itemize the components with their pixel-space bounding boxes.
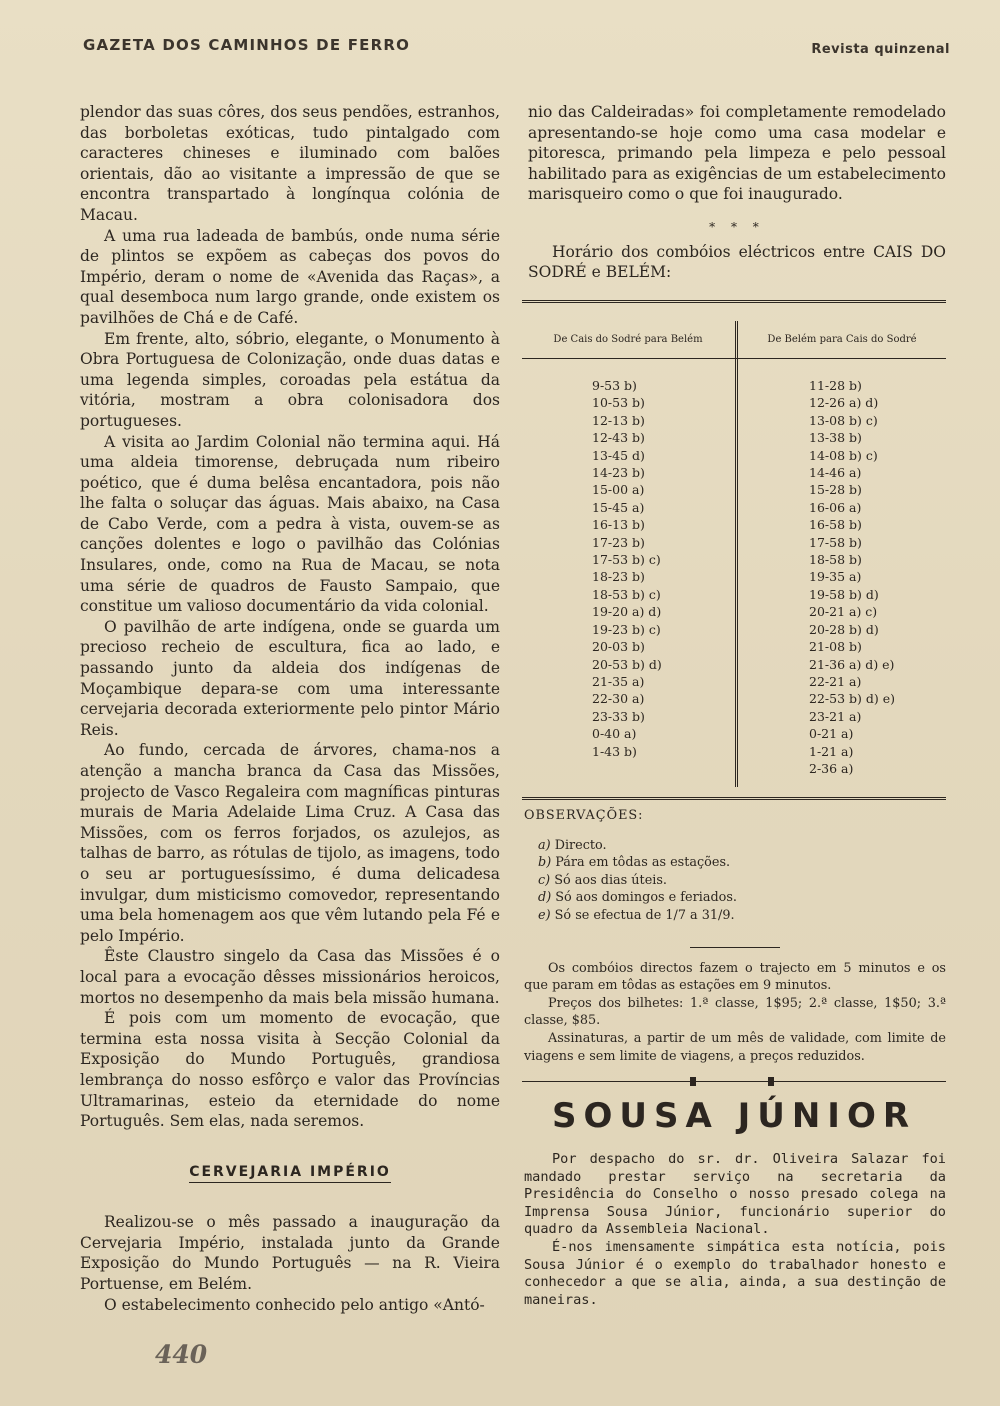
departure-time: 0-21 a) bbox=[809, 726, 854, 742]
paragraph: nio das Caldeiradas» foi completamente remodelado apresentando-se hoje como uma casa modelar e pitoresca, primando pela limpeza e pelo pessoal habilitado para as exigências de um estabelecimento marisqueiro como o que foi inaugurado. bbox=[528, 103, 946, 204]
paragraph: O pavilhão de arte indígena, onde se guarda um precioso recheio de escultura, fica ao lado, e passando junto da aldeia dos indígenas de Moçambique depara-se com uma interessante cervejaria decorada exteriormente pelo pintor Mário Reis. bbox=[80, 617, 500, 739]
departure-time: 14-46 a) bbox=[809, 465, 862, 481]
observation-item bbox=[524, 837, 946, 855]
column-header-right: De Belém para Cais do Sodré bbox=[767, 334, 917, 345]
article-title: SOUSA JÚNIOR bbox=[551, 1096, 917, 1136]
departure-time: 19-58 b) d) bbox=[809, 586, 879, 602]
paragraph: É pois com um momento de evocação, que termina esta nossa visita à Secção Colonial da Exposição do Mundo Português, grandiosa lembrança do nosso esfôrço e valor das Províncias Ultramarinas, esteio da eternidade do nome Português. Sem elas, nada seremos. bbox=[80, 1009, 500, 1131]
article-body bbox=[524, 1151, 946, 1309]
departure-time: 16-06 a) bbox=[809, 499, 862, 515]
paragraph: Por despacho do sr. dr. Oliveira Salazar foi mandado prestar serviço na secretaria da Presidência do Conselho o nosso presado colega na Imprensa Sousa Júnior, funcionário superior do quadro da Assembleia Nacional. bbox=[524, 1151, 946, 1238]
column-header-left: De Cais do Sodré para Belém bbox=[553, 334, 703, 345]
note: Assinaturas, a partir de um mês de validade, com limite de viagens e sem limite de viagens, a preços reduzidos. bbox=[524, 1030, 946, 1064]
right-column bbox=[528, 102, 946, 283]
departure-time: 23-33 b) bbox=[592, 708, 645, 724]
ornamental-divider bbox=[522, 1078, 946, 1086]
departure-time: 1-21 a) bbox=[809, 743, 854, 759]
header-rule bbox=[522, 358, 946, 359]
observation-letter: d) bbox=[538, 890, 552, 906]
paragraph: A visita ao Jardim Colonial não termina aqui. Há uma aldeia timorense, debruçada num ribeiro poético, que é duma belêsa encantadora, pois não lhe falta o soluçar das águas. Mais abaixo, na Casa de Cabo Verde, com a pedra à vista, ouvem-se as canções dolentes e logo o pavilhão das Colónias Insulares, onde, como na Rua de Macau, se nota uma série de quadros de Fausto Sampaio, que constitue um valioso documentário da vida colonial. bbox=[80, 432, 500, 616]
section-separator: * * * bbox=[709, 219, 765, 234]
departure-time: 15-45 a) bbox=[592, 499, 645, 515]
timetable-title: Horário dos combóios eléctricos entre CAIS DO SODRÉ e BELÉM: bbox=[528, 242, 946, 282]
observations-heading: OBSERVAÇÕES: bbox=[524, 808, 644, 823]
departure-time: 22-21 a) bbox=[809, 673, 862, 689]
departure-time: 17-23 b) bbox=[592, 534, 645, 550]
observation-text: Só se efectua de 1/7 a 31/9. bbox=[554, 907, 735, 923]
observation-text: Só aos domingos e feriados. bbox=[555, 890, 737, 906]
observation-text: Pára em tôdas as estações. bbox=[555, 855, 731, 871]
departure-time: 12-43 b) bbox=[592, 430, 645, 446]
observations bbox=[524, 807, 946, 1065]
divider-line bbox=[522, 1081, 946, 1082]
departure-time: 18-58 b) bbox=[809, 552, 862, 568]
paragraph: Ao fundo, cercada de árvores, chama-nos a atenção a mancha branca da Casa das Missões, projecto de Vasco Regaleira com magníficas pinturas murais de Maria Adelaide Lima Cruz. A Casa das Missões, com os ferros forjados, os azulejos, as talhas de barro, as rótulas de tijolo, as imagens, todo o seu ar portuguesíssimo, é duma delicadesa invulgar, dum misticismo comovedor, representando uma bela homenagem aos que vêm lutando pela Fé e pelo Império. bbox=[80, 741, 500, 945]
note: Os combóios directos fazem o trajecto em 5 minutos e os que param em tôdas as estações em 9 minutos. bbox=[524, 960, 946, 994]
divider-mark bbox=[768, 1077, 774, 1086]
left-column bbox=[80, 102, 500, 1315]
departure-time: 18-53 b) c) bbox=[592, 586, 661, 602]
observation-letter: a) bbox=[538, 837, 551, 853]
departure-time: 21-36 a) d) e) bbox=[809, 656, 895, 672]
observation-letter: b) bbox=[538, 855, 552, 871]
note: Preços dos bilhetes: 1.ª classe, 1$95; 2.ª classe, 1$50; 3.ª classe, $85. bbox=[524, 995, 946, 1029]
departure-time: 22-30 a) bbox=[592, 691, 645, 707]
departure-time: 16-58 b) bbox=[809, 517, 862, 533]
timetable bbox=[522, 300, 946, 800]
journal-subtitle: Revista quinzenal bbox=[811, 42, 950, 57]
paragraph: É-nos imensamente simpática esta notícia, pois Sousa Júnior é o exemplo do trabalhador honesto e conhecedor a que se alia, ainda, a sua destinção de maneiras. bbox=[524, 1238, 946, 1308]
departure-time: 23-21 a) bbox=[809, 708, 862, 724]
departure-time: 1-43 b) bbox=[592, 743, 637, 759]
departure-time: 11-28 b) bbox=[809, 378, 862, 393]
paragraph: A uma rua ladeada de bambús, onde numa série de plintos se expõem as cabeças dos povos do Império, deram o nome de «Avenida das Raças», a qual desemboca num largo grande, onde existem os pavilhões de Chá e de Café. bbox=[80, 226, 500, 327]
departure-time: 13-38 b) bbox=[809, 430, 862, 446]
departure-time: 10-53 b) bbox=[592, 395, 645, 411]
departure-time: 2-36 a) bbox=[809, 760, 854, 776]
column-divider bbox=[735, 321, 738, 787]
observation-item bbox=[524, 907, 946, 925]
observation-item bbox=[524, 854, 946, 872]
departure-time: 15-00 a) bbox=[592, 482, 645, 498]
departure-time: 22-53 b) d) e) bbox=[809, 691, 895, 707]
journal-title: GAZETA DOS CAMINHOS DE FERRO bbox=[83, 36, 411, 54]
observation-letter: c) bbox=[538, 872, 551, 888]
observation-text: Directo. bbox=[554, 837, 607, 853]
departure-time: 12-13 b) bbox=[592, 412, 645, 428]
departure-time: 20-28 b) d) bbox=[809, 621, 879, 637]
departure-time: 19-35 a) bbox=[809, 569, 862, 585]
page-number: 440 bbox=[155, 1340, 208, 1369]
departures-list-left bbox=[592, 377, 662, 760]
departure-time: 20-03 b) bbox=[592, 639, 645, 655]
observations-list bbox=[524, 837, 946, 925]
departure-time: 19-20 a) d) bbox=[592, 604, 662, 620]
departure-time: 19-23 b) c) bbox=[592, 621, 661, 637]
departure-time: 21-08 b) bbox=[809, 639, 862, 655]
departure-time: 14-23 b) bbox=[592, 465, 645, 481]
departures-list-right bbox=[809, 377, 895, 777]
departure-time: 14-08 b) c) bbox=[809, 447, 878, 463]
departure-time: 17-53 b) c) bbox=[592, 552, 661, 568]
departure-time: 13-45 d) bbox=[592, 447, 645, 463]
divider-mark bbox=[690, 1077, 696, 1086]
paragraph: Em frente, alto, sóbrio, elegante, o Monumento à Obra Portuguesa de Colonização, onde duas datas e uma legenda simples, coroadas pela estátua da vitória, mostram a obra colonisadora dos portugueses. bbox=[80, 329, 500, 430]
paragraph: plendor das suas côres, dos seus pendões, estranhos, das borboletas exóticas, tudo pintalgado com caracteres chineses e iluminado com balões orientais, dão ao visitante a impressão de que se encontra transpartado à longínqua colónia de Macau. bbox=[80, 103, 500, 224]
section-heading bbox=[80, 1162, 500, 1183]
paragraph: Êste Claustro singelo da Casa das Missões é o local para a evocação dêsses missionários heroicos, mortos no desempenho da mais bela missão humana. bbox=[80, 947, 500, 1007]
departure-time: 16-13 b) bbox=[592, 517, 645, 533]
observation-letter: e) bbox=[538, 907, 551, 923]
departure-time: 17-58 b) bbox=[809, 534, 862, 550]
departure-time: 12-26 a) d) bbox=[809, 395, 879, 411]
paragraph: O estabelecimento conhecido pelo antigo «Antó- bbox=[104, 1295, 485, 1314]
departure-time: 20-53 b) d) bbox=[592, 656, 662, 672]
section-heading-text: CERVEJARIA IMPÉRIO bbox=[189, 1164, 391, 1183]
separator-rule bbox=[690, 947, 780, 948]
observation-item bbox=[524, 872, 946, 890]
departure-time: 20-21 a) c) bbox=[809, 604, 878, 620]
departure-time: 0-40 a) bbox=[592, 726, 637, 742]
departure-time: 21-35 a) bbox=[592, 673, 645, 689]
paragraph: Realizou-se o mês passado a inauguração da Cervejaria Império, instalada junto da Grande Exposição do Mundo Português — na R. Vieira Portuense, em Belém. bbox=[80, 1213, 500, 1294]
observation-item bbox=[524, 889, 946, 907]
departure-time: 15-28 b) bbox=[809, 482, 862, 498]
departure-time: 9-53 b) bbox=[592, 378, 637, 393]
observation-text: Só aos dias úteis. bbox=[554, 872, 667, 888]
departure-time: 18-23 b) bbox=[592, 569, 645, 585]
departure-time: 13-08 b) c) bbox=[809, 412, 878, 428]
